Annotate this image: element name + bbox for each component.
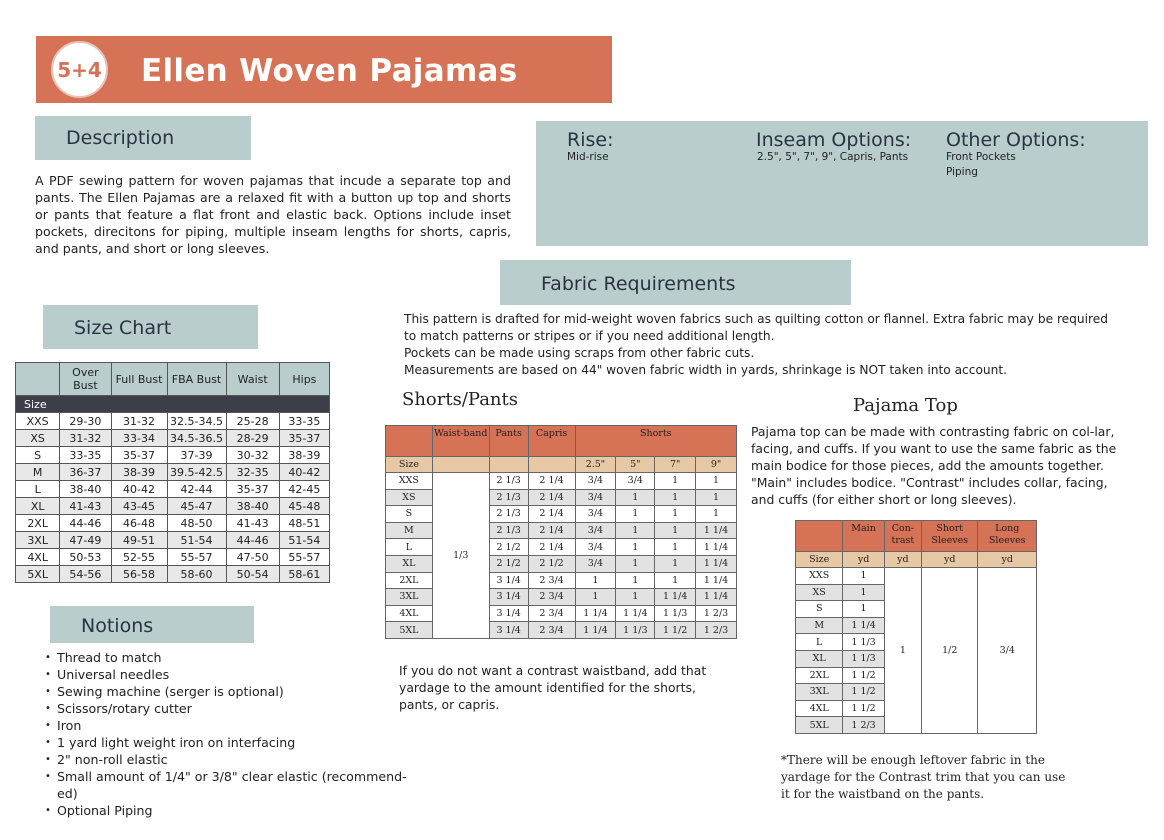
size-chart-cell: 51-54 xyxy=(167,532,226,549)
waistband-cell: 1/3 xyxy=(432,473,489,639)
notion-item: • Sewing machine (serger is optional) xyxy=(43,683,408,700)
shorts-cell: 1 xyxy=(655,539,696,556)
shorts-cell: 1 xyxy=(616,506,655,523)
shorts-cell: 1 1/4 xyxy=(696,522,737,539)
size-chart-cell: 55-57 xyxy=(167,549,226,566)
size-chart-row xyxy=(16,447,330,464)
fabric-line: Measurements are based on 44" woven fabric width in yards, shrinkage is NOT taken into account. xyxy=(404,363,1008,377)
size-chart-cell: 28-29 xyxy=(226,430,279,447)
shorts-cell: 2 3/4 xyxy=(528,572,575,589)
brand-logo: 5+4 xyxy=(51,41,108,98)
unit-subheader: yd xyxy=(922,552,978,568)
size-chart-cell: 38-40 xyxy=(226,498,279,515)
size-chart-row xyxy=(16,464,330,481)
shorts-cell: 3/4 xyxy=(575,473,616,490)
shorts-size-cell: 4XL xyxy=(386,605,433,622)
shorts-cell: 1 xyxy=(655,473,696,490)
size-chart-cell: 47-50 xyxy=(226,549,279,566)
size-chart-cell: 5XL xyxy=(16,566,60,583)
shorts-cell: 1 xyxy=(575,572,616,589)
shorts-size-cell: M xyxy=(386,522,433,539)
fabric-line: Pockets can be made using scraps from other fabric cuts. xyxy=(404,346,755,360)
shorts-cell: 1 1/2 xyxy=(655,622,696,639)
shorts-cell: 1 1/4 xyxy=(696,572,737,589)
shorts-cell: 1 xyxy=(655,555,696,572)
size-chart-cell: 33-35 xyxy=(60,447,111,464)
size-chart-row xyxy=(16,566,330,583)
shorts-cell: 2 1/3 xyxy=(489,489,528,506)
top-main-cell: 1 1/2 xyxy=(843,684,884,701)
size-chart-cell: 45-48 xyxy=(279,498,329,515)
size-chart-cell: 44-46 xyxy=(226,532,279,549)
shorts-cell: 2 1/2 xyxy=(489,539,528,556)
size-chart-cell: 29-30 xyxy=(60,413,111,430)
shorts-cell: 3 1/4 xyxy=(489,572,528,589)
shorts-cell: 1 1/4 xyxy=(575,605,616,622)
shorts-size-cell: S xyxy=(386,506,433,523)
notion-item: • Iron xyxy=(43,717,408,734)
top-size-cell: L xyxy=(796,634,843,651)
size-chart-cell: 35-37 xyxy=(279,430,329,447)
size-chart-cell: 35-37 xyxy=(111,447,167,464)
description-title: Description xyxy=(66,127,175,149)
size-chart-cell: S xyxy=(16,447,60,464)
shorts-cell: 2 1/2 xyxy=(489,555,528,572)
shorts-cell: 1 xyxy=(616,539,655,556)
top-size-cell: 4XL xyxy=(796,700,843,717)
size-chart-cell: 35-37 xyxy=(226,481,279,498)
unit-subheader: yd xyxy=(843,552,884,568)
shorts-length-header: 9" xyxy=(696,457,737,473)
shorts-row xyxy=(386,473,737,490)
notion-item: • 2" non-roll elastic xyxy=(43,751,408,768)
top-main-cell: 1 xyxy=(843,568,884,585)
size-chart-cell: 36-37 xyxy=(60,464,111,481)
shorts-size-cell: 2XL xyxy=(386,572,433,589)
size-chart-cell: 38-39 xyxy=(279,447,329,464)
size-chart-header-cell xyxy=(16,363,60,396)
shorts-cell: 2 1/4 xyxy=(528,489,575,506)
size-chart-row xyxy=(16,430,330,447)
size-chart-cell: 31-32 xyxy=(60,430,111,447)
size-subheader: Size xyxy=(386,457,433,473)
size-chart-cell: 25-28 xyxy=(226,413,279,430)
shorts-cell: 2 1/3 xyxy=(489,506,528,523)
capris-header: Capris xyxy=(528,426,575,457)
size-chart-cell: 38-40 xyxy=(60,481,111,498)
top-main-cell: 1 1/2 xyxy=(843,700,884,717)
shorts-cell: 3 1/4 xyxy=(489,605,528,622)
fabric-line: to match patterns or stripes or if you need additional length. xyxy=(404,329,775,343)
shorts-cell: 3 1/4 xyxy=(489,622,528,639)
size-chart-cell: 52-55 xyxy=(111,549,167,566)
shorts-note: If you do not want a contrast waistband, add that yardage to the amount identified for the shorts, pants, or capris. xyxy=(399,663,707,712)
fabric-line: This pattern is drafted for mid-weight woven fabrics such as quilting cotton or flannel. Extra fabric may be required xyxy=(404,312,1109,326)
pajama-top-footnote: *There will be enough leftover fabric in the yardage for the Contrast trim that you can use it for the waistband on the pants. xyxy=(781,753,1066,801)
pants-header: Pants xyxy=(489,426,528,457)
fabric-text xyxy=(404,311,1149,379)
size-chart-header-cell: Full Bust xyxy=(111,363,167,396)
shorts-cell: 3/4 xyxy=(575,506,616,523)
shorts-cell: 1 1/4 xyxy=(655,589,696,606)
shorts-cell: 1 xyxy=(655,522,696,539)
shorts-pants-table xyxy=(385,425,737,639)
size-chart-row xyxy=(16,515,330,532)
size-chart-header-cell: Hips xyxy=(279,363,329,396)
size-chart-cell: XL xyxy=(16,498,60,515)
shorts-cell: 1 1/4 xyxy=(696,539,737,556)
top-size-cell: XS xyxy=(796,584,843,601)
top-main-cell: 1 xyxy=(843,601,884,618)
notion-item: • Scissors/rotary cutter xyxy=(43,700,408,717)
shorts-cell: 1 1/3 xyxy=(655,605,696,622)
shorts-cell: 2 1/3 xyxy=(489,473,528,490)
shorts-cell: 3 1/4 xyxy=(489,589,528,606)
notion-item: • Universal needles xyxy=(43,666,408,683)
shorts-header: Shorts xyxy=(575,426,736,457)
size-chart-cell: 50-53 xyxy=(60,549,111,566)
size-chart-cell: 48-50 xyxy=(167,515,226,532)
top-contrast-value-cell: 1 xyxy=(884,568,921,734)
top-size-cell: M xyxy=(796,617,843,634)
shorts-cell: 1 xyxy=(696,473,737,490)
size-chart-cell: 40-42 xyxy=(111,481,167,498)
size-chart-cell: 2XL xyxy=(16,515,60,532)
pajama-top-table xyxy=(795,520,1037,734)
notions-list xyxy=(43,649,408,819)
size-chart-cell: 42-44 xyxy=(167,481,226,498)
size-chart-row xyxy=(16,413,330,430)
shorts-cell: 1 xyxy=(655,572,696,589)
shorts-cell: 1 1/4 xyxy=(575,622,616,639)
top-main-cell: 1 2/3 xyxy=(843,717,884,734)
size-chart-cell: 45-47 xyxy=(167,498,226,515)
top-size-cell: XL xyxy=(796,650,843,667)
size-chart-row xyxy=(16,481,330,498)
size-chart-cell: 54-56 xyxy=(60,566,111,583)
size-chart-cell: 56-58 xyxy=(111,566,167,583)
contrast-header: Con-trast xyxy=(884,521,921,552)
size-chart-cell: 32-35 xyxy=(226,464,279,481)
shorts-cell: 1 xyxy=(616,572,655,589)
size-chart-cell: 41-43 xyxy=(226,515,279,532)
size-chart-cell: 43-45 xyxy=(111,498,167,515)
shorts-cell: 2 3/4 xyxy=(528,622,575,639)
size-chart-cell: L xyxy=(16,481,60,498)
size-chart-cell: 58-60 xyxy=(167,566,226,583)
long-sleeves-header: Long Sleeves xyxy=(978,521,1037,552)
size-chart-cell: 4XL xyxy=(16,549,60,566)
shorts-cell: 2 1/4 xyxy=(528,473,575,490)
size-chart-cell: 55-57 xyxy=(279,549,329,566)
size-chart-cell: 30-32 xyxy=(226,447,279,464)
shorts-cell: 3/4 xyxy=(575,489,616,506)
short-sleeves-header: Short Sleeves xyxy=(922,521,978,552)
rise-title: Rise: xyxy=(567,129,614,151)
size-chart-cell: 39.5-42.5 xyxy=(167,464,226,481)
shorts-cell: 1 1/4 xyxy=(696,589,737,606)
top-long-value-cell: 3/4 xyxy=(978,568,1037,734)
top-main-cell: 1 1/3 xyxy=(843,650,884,667)
shorts-size-cell: XL xyxy=(386,555,433,572)
size-chart-header-cell: Over Bust xyxy=(60,363,111,396)
top-size-cell: 2XL xyxy=(796,667,843,684)
size-chart-cell: 31-32 xyxy=(111,413,167,430)
size-chart-cell: 44-46 xyxy=(60,515,111,532)
notion-item: • Small amount of 1/4" or 3/8" clear elastic (recommend-ed) xyxy=(43,768,408,802)
top-short-value-cell: 1/2 xyxy=(922,568,978,734)
shorts-pants-title: Shorts/Pants xyxy=(402,389,518,410)
size-chart-cell: 41-43 xyxy=(60,498,111,515)
shorts-cell: 3/4 xyxy=(616,473,655,490)
shorts-cell: 2 3/4 xyxy=(528,605,575,622)
top-size-cell: 5XL xyxy=(796,717,843,734)
size-chart-row xyxy=(16,498,330,515)
main-header: Main xyxy=(843,521,884,552)
notion-item: • 1 yard light weight iron on interfacing xyxy=(43,734,408,751)
top-size-cell: S xyxy=(796,601,843,618)
waistband-header: Waist-band xyxy=(432,426,489,457)
size-chart-cell: 47-49 xyxy=(60,532,111,549)
notion-item: • Optional Piping xyxy=(43,802,408,819)
size-chart-cell: 46-48 xyxy=(111,515,167,532)
inseam-title: Inseam Options: xyxy=(756,129,912,151)
unit-subheader: yd xyxy=(978,552,1037,568)
size-subheader: Size xyxy=(796,552,843,568)
size-chart-cell: 38-39 xyxy=(111,464,167,481)
top-size-cell: 3XL xyxy=(796,684,843,701)
shorts-cell: 3/4 xyxy=(575,555,616,572)
size-chart-row xyxy=(16,549,330,566)
shorts-cell: 1 xyxy=(696,489,737,506)
shorts-cell: 2 3/4 xyxy=(528,589,575,606)
top-main-cell: 1 1/4 xyxy=(843,617,884,634)
shorts-cell: 1 1/4 xyxy=(616,605,655,622)
shorts-cell: 1 1/4 xyxy=(696,555,737,572)
size-chart-table xyxy=(15,362,330,583)
shorts-cell: 3/4 xyxy=(575,539,616,556)
size-chart-cell: M xyxy=(16,464,60,481)
shorts-cell: 2 1/3 xyxy=(489,522,528,539)
size-chart-header-cell: Waist xyxy=(226,363,279,396)
other-title: Other Options: xyxy=(946,129,1086,151)
shorts-size-cell: 5XL xyxy=(386,622,433,639)
inseam-value: 2.5", 5", 7", 9", Capris, Pants xyxy=(757,151,909,163)
shorts-cell: 1 xyxy=(616,589,655,606)
shorts-cell: 2 1/4 xyxy=(528,506,575,523)
shorts-length-header: 7" xyxy=(655,457,696,473)
shorts-cell: 2 1/4 xyxy=(528,522,575,539)
shorts-size-cell: XXS xyxy=(386,473,433,490)
unit-subheader: yd xyxy=(884,552,921,568)
top-size-cell: XXS xyxy=(796,568,843,585)
size-chart-cell: 51-54 xyxy=(279,532,329,549)
description-text: A PDF sewing pattern for woven pajamas that incude a separate top and pants. The Ellen Pajamas are a relaxed fit with a button up top and shorts or pants that feature a flat front and elastic back. Options include inset pockets, direcitons for piping, multiple inseam lengths for shorts, capris, and pants, and short or long sleeves. xyxy=(35,173,511,256)
shorts-cell: 2 1/4 xyxy=(528,539,575,556)
top-main-cell: 1 xyxy=(843,584,884,601)
page-title: Ellen Woven Pajamas xyxy=(141,53,518,89)
top-main-cell: 1 1/3 xyxy=(843,634,884,651)
size-chart-cell: 34.5-36.5 xyxy=(167,430,226,447)
shorts-cell: 1 xyxy=(655,489,696,506)
shorts-cell: 1 2/3 xyxy=(696,622,737,639)
shorts-cell: 1 xyxy=(655,506,696,523)
size-chart-cell: 42-45 xyxy=(279,481,329,498)
shorts-length-header: 2.5" xyxy=(575,457,616,473)
notions-title: Notions xyxy=(81,615,154,637)
shorts-cell: 1 2/3 xyxy=(696,605,737,622)
size-chart-cell: 37-39 xyxy=(167,447,226,464)
size-chart-cell: 49-51 xyxy=(111,532,167,549)
shorts-length-header: 5" xyxy=(616,457,655,473)
size-chart-cell: 50-54 xyxy=(226,566,279,583)
size-chart-cell: 32.5-34.5 xyxy=(167,413,226,430)
shorts-size-cell: XS xyxy=(386,489,433,506)
other-value-pockets: Front Pockets xyxy=(946,151,1016,163)
other-value-piping: Piping xyxy=(946,166,978,178)
notion-item: • Thread to match xyxy=(43,649,408,666)
shorts-size-cell: L xyxy=(386,539,433,556)
size-chart-header-cell: FBA Bust xyxy=(167,363,226,396)
size-chart-size-label: Size xyxy=(16,396,330,413)
size-chart-cell: 3XL xyxy=(16,532,60,549)
fabric-title: Fabric Requirements xyxy=(541,273,736,295)
size-chart-cell: XS xyxy=(16,430,60,447)
shorts-cell: 2 1/2 xyxy=(528,555,575,572)
shorts-size-cell: 3XL xyxy=(386,589,433,606)
shorts-cell: 1 xyxy=(616,489,655,506)
rise-value: Mid-rise xyxy=(567,151,609,163)
size-chart-cell: 33-35 xyxy=(279,413,329,430)
shorts-cell: 1 xyxy=(616,555,655,572)
size-chart-cell: 48-51 xyxy=(279,515,329,532)
size-chart-cell: 58-61 xyxy=(279,566,329,583)
shorts-cell: 1 xyxy=(696,506,737,523)
shorts-cell: 1 xyxy=(616,522,655,539)
size-chart-row xyxy=(16,532,330,549)
shorts-cell: 3/4 xyxy=(575,522,616,539)
shorts-cell: 1 1/3 xyxy=(616,622,655,639)
size-chart-cell: XXS xyxy=(16,413,60,430)
size-chart-title: Size Chart xyxy=(74,317,172,339)
top-row xyxy=(796,568,1037,585)
top-main-cell: 1 1/2 xyxy=(843,667,884,684)
size-chart-cell: 40-42 xyxy=(279,464,329,481)
shorts-cell: 1 xyxy=(575,589,616,606)
pajama-top-text: Pajama top can be made with contrasting fabric on col-lar, facing, and cuffs. If you want to use the same fabric as the main bodice for those pieces, add the amounts together. "Main" includes bodice. "Contrast" includes collar, facing, and cuffs (for either short or long sleeves). xyxy=(751,424,1117,507)
size-chart-cell: 33-34 xyxy=(111,430,167,447)
pajama-top-title: Pajama Top xyxy=(853,395,958,416)
